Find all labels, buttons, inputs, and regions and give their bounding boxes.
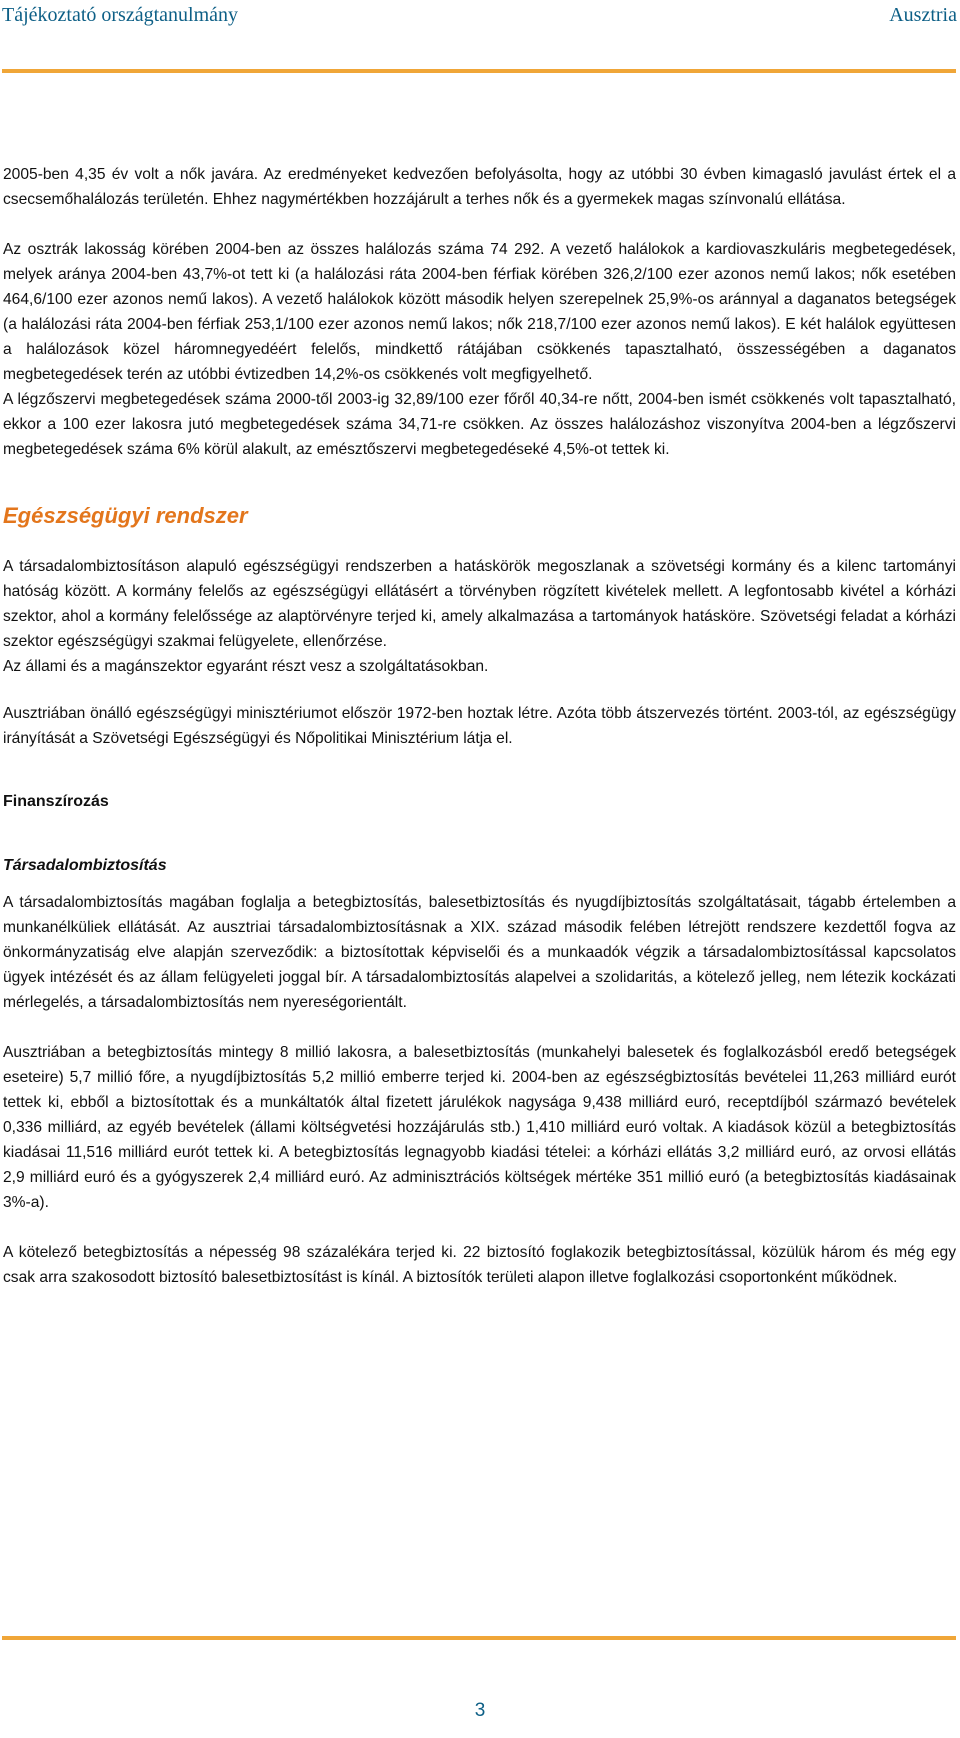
page-number: 3 — [474, 1700, 486, 1721]
paragraph-insurers: A kötelező betegbiztosítás a népesség 98 százalékára terjed ki. 22 biztosító foglakozik betegbiztosítással, közülük három és még egy csak arra szakosodott biztosító balesetbiztosítást is kínál. A biztosítók területi alapon illetve foglalkozási csoportonként működnek. — [3, 1244, 956, 1286]
paragraph-sectors: Az állami és a magánszektor egyaránt részt vesz a szolgáltatásokban. — [3, 658, 489, 675]
footer-divider — [2, 1636, 956, 1640]
section-heading-financing: Finanszírozás — [3, 793, 109, 810]
paragraph-life-expectancy: 2005-ben 4,35 év volt a nők javára. Az eredményeket kedvezően befolyásolta, hogy az utóbbi 30 évben kimagasló javulást értek el a csecsemőhalálozás területén. Ehhez nagymértékben hozzájárult a terhes nők és a gyermekek magas színvonalú ellátása. — [3, 166, 956, 208]
paragraph-respiratory: A légzőszervi megbetegedések száma 2000-től 2003-ig 32,89/100 ezer főről 40,34-re nőtt, 2004-ben ismét csökkenés volt tapasztalható, ekkor a 100 ezer lakosra jutó megbetegedések száma 34,71-re csökken. Az összes halálozáshoz viszonyítva 2004-ben a légzőszervi megbetegedések száma 6% körül alakult, az emésztőszervi megbetegedéseké 4,5%-ot tettek ki. — [3, 391, 956, 458]
page-header — [0, 0, 960, 34]
paragraph-ministry: Ausztriában önálló egészségügyi minisztériumot először 1972-ben hoztak létre. Azóta több átszervezés történt. 2003-tól, az egészségügy irányítását a Szövetségi Egészségügyi és Nőpolitikai Minisztérium látja el. — [3, 705, 956, 747]
paragraph-insurance-coverage: Ausztriában a betegbiztosítás mintegy 8 millió lakosra, a balesetbiztosítás (munkahelyi balesetek és foglalkozásból eredő betegségek eseteire) 5,7 millió főre, a nyugdíjbiztosítás 5,2 millió emberre terjed ki. 2004-ben az egészségbiztosítás bevételei 11,263 milliárd eurót tettek ki, ebből a biztosítottak és a munkáltatók által fizetett járulékok nagysága 9,438 milliárd euró, receptdíjból származó bevételek 0,336 milliárd, az egyéb bevételek (állami költségvetési hozzájárulás stb.) 1,410 milliárd euró voltak. A kiadások közül a betegbiztosítás kiadásai 11,516 milliárd eurót tettek ki. A betegbiztosítás legnagyobb kiadási tételei: a kórházi ellátás 3,2 milliárd euró, az orvosi ellátás 2,9 milliárd euró és a gyógyszerek 2,4 milliárd euró. Az adminisztrációs költségek mértéke 351 millió euró (a betegbiztosítás kiadásainak 3%-a). — [3, 1044, 956, 1211]
section-heading-social-insurance: Társadalombiztosítás — [3, 857, 167, 874]
paragraph-social-insurance: A társadalombiztosítás magában foglalja a betegbiztosítás, balesetbiztosítás és nyugdíjbiztosítás szolgáltatásait, tágabb értelemben a munkanélküliek ellátását. Az ausztriai társadalombiztosításnak a XIX. század második felében létrejött rendszere kezdettől fogva az önkormányzatiság elve alapján szerveződik: a biztosítottak képviselői és a munkaadók végzik a társadalombiztosítással kapcsolatos ügyek intézését és az állam felügyeleti joggal bír. A társadalombiztosítás alapelvei a szolidaritás, a kötelező jelleg, nem létezik kockázati mérlegelés, a társadalombiztosítás nem nyereségorientált. — [3, 894, 956, 1011]
section-heading-health-system: Egészségügyi rendszer — [3, 503, 248, 528]
paragraph-mortality: Az osztrák lakosság körében 2004-ben az összes halálozás száma 74 292. A vezető halálokok a kardiovaszkuláris megbetegedések, melyek aránya 2004-ben 43,7%-ot tett ki (a halálozási ráta 2004-ben férfiak körében 326,2/100 ezer azonos nemű lakos; nők esetében 464,6/100 ezer azonos nemű lakos). A vezető halálokok között második helyen szerepelnek 25,9%-os aránnyal a daganatos betegségek (a halálozási ráta 2004-ben férfiak 253,1/100 ezer azonos nemű lakos; nők 218,7/100 ezer azonos nemű lakos). E két halálok együttesen a halálozások közel háromnegyedéért felelős, mindkettő rátájában csökkenés tapasztalható, összességében a daganatos megbetegedések terén az utóbbi évtizedben 14,2%-os csökkenés volt megfigyelhető. — [3, 241, 956, 383]
country-name: Ausztria — [889, 4, 957, 26]
paragraph-health-system: A társadalombiztosításon alapuló egészségügyi rendszerben a hatáskörök megoszlanak a szövetségi kormány és a kilenc tartományi hatóság között. A kormány felelős az egészségügyi ellátásért a törvényben rögzített kivételek mellett. A legfontosabb kivétel a kórházi szektor, ahol a kormány felelőssége az alaptörvényre terjed ki, amely alkalmazása a tartományok hatásköre. Szövetségi feladat a kórházi szektor egészségügyi szakmai felügyelete, ellenőrzése. — [3, 558, 956, 650]
document-body — [3, 162, 956, 1290]
header-divider — [2, 69, 956, 73]
document-title: Tájékoztató országtanulmány — [2, 4, 239, 26]
